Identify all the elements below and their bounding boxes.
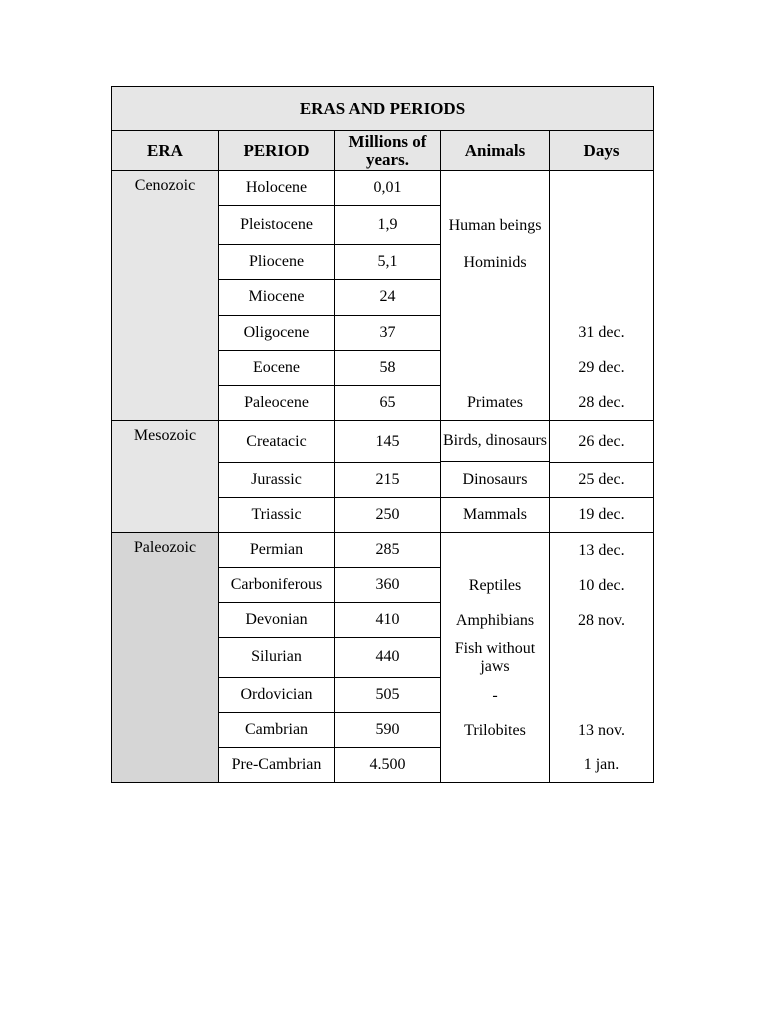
animals-column-cenozoic-mesozoic: [441, 171, 550, 533]
header-days: Days: [550, 131, 654, 171]
animals-cell: [441, 748, 549, 782]
period-cell: Jurassic: [219, 463, 335, 498]
days-cell: 29 dec.: [578, 358, 625, 376]
days-cell: 1 jan.: [583, 756, 620, 773]
millions-cell: 1,9: [335, 206, 441, 245]
animals-cell: Dinosaurs: [441, 461, 549, 497]
millions-cell: 37: [335, 315, 441, 350]
millions-cell: 440: [335, 638, 441, 677]
period-cell: Miocene: [219, 280, 335, 315]
period-cell: Devonian: [219, 603, 335, 638]
period-cell: Permian: [219, 533, 335, 568]
days-cell: 28 dec.: [578, 393, 625, 411]
period-cell: Ordovician: [219, 677, 335, 712]
animals-cell: -: [492, 686, 498, 704]
animals-cell: Primates: [467, 393, 523, 411]
millions-cell: 58: [335, 350, 441, 385]
days-cell: 10 dec.: [578, 576, 625, 594]
days-cell: 25 dec.: [550, 463, 654, 498]
animals-cell: [441, 315, 549, 350]
eras-periods-table: [111, 86, 654, 783]
millions-cell: 505: [335, 677, 441, 712]
animals-cell: Fish without jaws: [454, 640, 536, 675]
animals-column-paleozoic: [441, 533, 550, 783]
header-era: ERA: [112, 131, 219, 171]
period-cell: Silurian: [219, 638, 335, 677]
days-cell: [550, 245, 653, 280]
table-row: [112, 533, 654, 568]
millions-cell: 590: [335, 712, 441, 747]
period-cell: Eocene: [219, 350, 335, 385]
days-cell: 28 nov.: [578, 611, 625, 629]
table-row: [112, 171, 654, 206]
header-animals: Animals: [441, 131, 550, 171]
days-cell: [550, 678, 653, 713]
era-cell-cenozoic: Cenozoic: [112, 171, 219, 421]
millions-cell: 65: [335, 385, 441, 420]
animals-cell: [441, 350, 549, 385]
animals-cell: Trilobites: [464, 721, 526, 739]
days-cell: 26 dec.: [550, 421, 654, 463]
millions-cell: 0,01: [335, 171, 441, 206]
days-column-paleozoic: [550, 533, 654, 783]
era-cell-paleozoic: Paleozoic: [112, 533, 219, 783]
days-cell: 13 dec.: [578, 541, 625, 559]
millions-cell: 5,1: [335, 245, 441, 280]
period-cell: Pleistocene: [219, 206, 335, 245]
period-cell: Paleocene: [219, 385, 335, 420]
period-cell: Holocene: [219, 171, 335, 206]
days-cell: [550, 638, 653, 678]
days-cell: [550, 280, 653, 315]
table-row: [112, 421, 654, 463]
animals-cell: Hominids: [463, 253, 527, 271]
millions-cell: 285: [335, 533, 441, 568]
millions-cell: 4.500: [335, 747, 441, 782]
period-cell: Triassic: [219, 498, 335, 533]
animals-cell: Human beings: [448, 217, 542, 234]
period-cell: Pliocene: [219, 245, 335, 280]
days-cell: 19 dec.: [550, 498, 654, 533]
animals-cell: [441, 533, 549, 568]
period-cell: Creatacic: [219, 421, 335, 463]
millions-cell: 215: [335, 463, 441, 498]
millions-cell: 145: [335, 421, 441, 463]
animals-cell: Amphibians: [455, 611, 535, 629]
period-cell: Pre-Cambrian: [219, 747, 335, 782]
days-cell: [550, 171, 653, 207]
header-period: PERIOD: [219, 131, 335, 171]
header-row: [112, 131, 654, 171]
animals-cell: Reptiles: [468, 576, 522, 594]
period-cell: Oligocene: [219, 315, 335, 350]
period-cell: Cambrian: [219, 712, 335, 747]
days-cell: [550, 207, 653, 245]
days-cell: 13 nov.: [578, 721, 625, 739]
period-cell: Carboniferous: [219, 568, 335, 603]
millions-cell: 24: [335, 280, 441, 315]
days-cell: 31 dec.: [578, 323, 625, 341]
millions-cell: 250: [335, 498, 441, 533]
animals-cell: [441, 280, 549, 315]
animals-cell: Mammals: [441, 497, 549, 532]
millions-cell: 410: [335, 603, 441, 638]
table-title: ERAS AND PERIODS: [112, 87, 654, 131]
animals-cell: [441, 171, 549, 207]
days-column-cenozoic: [550, 171, 654, 421]
animals-cell: Birds, dinosaurs: [441, 420, 549, 461]
millions-cell: 360: [335, 568, 441, 603]
header-millions-of-years: Millions of years.: [335, 131, 441, 171]
era-cell-mesozoic: Mesozoic: [112, 421, 219, 533]
